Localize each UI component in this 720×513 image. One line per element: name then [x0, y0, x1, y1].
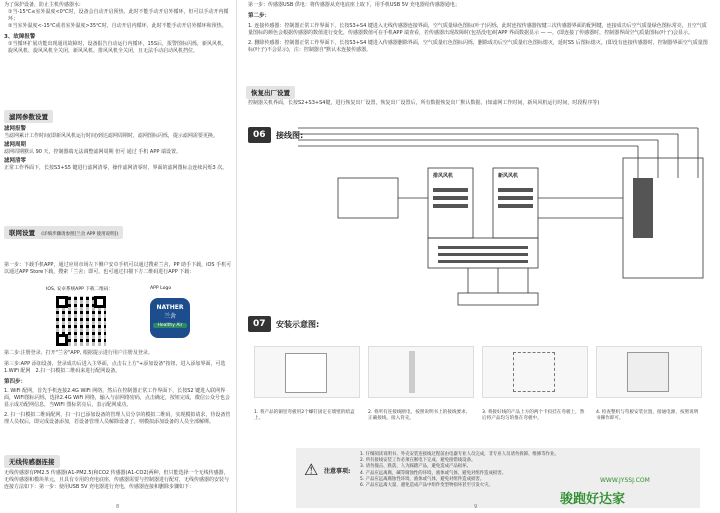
watermark-brand: 骏跑好达家: [560, 492, 626, 507]
filter-clear-title: 滤网清零: [4, 158, 27, 164]
right-page: [238, 0, 720, 513]
step2-text: 第二步:注册登录，打开"兰舍"APP, 根据提示进行用户注册及登录。: [4, 350, 153, 356]
step-07-badge: 07: [248, 316, 271, 332]
precautions-title: 注意事项:: [324, 468, 351, 475]
step4-title: 第四步：: [4, 379, 27, 385]
filter-cycle-text: 滤网周期默认 90 天，控制器端无法调整滤网周期 但可 通过 手机 APP 端设置。: [4, 149, 181, 155]
factory-reset-text: 控制器关机界面，长按S2+S3+S4键，进行恢复出厂设置，恢复出厂设置后，所有数据恢复出厂默认数据。(如滤网工作时间，新风风机运行时间，时段程序等): [248, 100, 600, 106]
install-step-3-image: [482, 346, 588, 398]
fault-alarm-text: ①当循环扩展功能出现通讯故障时，设备报告自动运行内循环，15S后，报警图标闪烁，新风风机、旋风风机、旋风风机全关闭，新风风机、排风风机全关闭，且无法手动启动风机挡位。: [8, 41, 228, 54]
condition-item-2: ②当室外温度<-15℃或者室外温度>35℃时，自动开启内循环，此时不能手动开启外循环和预热。: [8, 23, 227, 29]
network-heading-text: 联网设置: [9, 229, 35, 237]
network-heading-note: (详细步骤请参照[兰舍 APP 使用说明]): [41, 232, 119, 237]
qr-label: IOS, 安卓系统APP 下载二维码：: [46, 287, 113, 292]
network-settings-heading: [4, 226, 123, 239]
exhaust-fan-label: 排风风机: [433, 173, 454, 179]
filter-alarm-text: 当滤网累计工作时间(即新风风机运行时间)到达滤网周期时，滤网图标闪烁，提示滤网需要更换。: [4, 133, 218, 139]
installation-diagram-title: 安装示意图:: [276, 320, 320, 329]
second-step-title: 第二步：: [248, 13, 271, 19]
filter-settings-heading: 滤网参数设置: [4, 110, 53, 123]
fresh-air-fan-label: 新风风机: [498, 173, 519, 179]
wiring-diagram-title: 接线图:: [276, 131, 304, 140]
install-caption-1: 1. 将产品的铜里弯板用2个螺钉固定在墙壁的暗盒上。: [254, 410, 355, 421]
sensor-connection-text: 无线传感器有PM2.5 传感器(A1-PM2.5)和CO2 传感器(A1-CO2)两种，但只能选择一个无线传感器，无线传感器和模块单元，且具有专用的充电底座，传感器需要与控制器进行配对，无线传感器的安装与连接方法如下：第一步：使用USB 5V 充电器进行充电，传感器连接和删除步骤如下：: [4, 470, 230, 490]
precaution-item: 1. 仔细阅读说明书，外壳安装连接线过程前由电器专业人员完成，非专业人员请勿拆卸、维修等作业。: [360, 452, 559, 457]
install-caption-4: 4. 检查整机与弯板安装位置，接通电源，按照说明书操作即可。: [596, 410, 699, 421]
install-step-4-image: [596, 346, 702, 398]
app-logo: [150, 298, 190, 338]
left-page-number: 8: [116, 504, 120, 510]
precautions-list: [360, 452, 559, 489]
precaution-item: 5. 产品应远离腐蚀性环境，液体或气体，避免对组件造成损害。: [360, 476, 485, 482]
install-caption-3: 3. 将接好线的产品上方的两个卡扣挂在弯板上，然后将产品均匀的推在弯板中。: [482, 410, 585, 421]
factory-reset-heading: 恢复出厂设置: [246, 86, 295, 99]
step1-text: 第一步：下载手机APP，通过应用市场左下侧户安卓手机可以通过搜索兰舍，PP 助手下载，iOS 手机可以通过APP Store下载，搜索「兰舍」即可，也可通过扫描下方二维码进行APP 下载：: [4, 262, 232, 275]
logo-cn: 兰舍: [163, 313, 176, 320]
app-download-qr-code[interactable]: [56, 296, 106, 346]
condition-item-1: ①当-15℃≤室外温度<0℃时，设备会自动开启预热，此时不能手动开启外循环，但可以手动开内循环；: [8, 9, 229, 22]
sensor-connection-heading: 无线传感器连接: [4, 455, 60, 468]
precaution-item: 6. 产品应远离大量，避免造成产品中组件变型物损坏甚至引发火灾。: [360, 483, 493, 489]
right-page-number: 9: [474, 504, 478, 510]
wiring-diagram: [298, 118, 708, 318]
delete-sensor-text: 2. 删除传感器：控制器正常工作界面下，长按S3+S4 键进入传感器删除界面，空气质量红色图标闪烁，删除成功后空气质量红色图标熄灭，延时S5 后图标熄灭。(即没有连接传感器时，控制器界面空气质量图标(叶子)不会显示)，注：控制器自"默认未连接传感器。: [248, 40, 708, 53]
warning-icon: ⚠: [304, 460, 319, 479]
filter-alarm-title: 滤网报警: [4, 126, 27, 132]
left-page: [0, 0, 237, 513]
install-step-2-image: [368, 346, 474, 398]
filter-clear-text: 正常工作界面下，长按S3+S5 键进行滤网清零，操作滤网清零时，界面的滤网图标会连续闪烁3 次。: [4, 165, 228, 171]
app-logo-label: APP Logo: [150, 286, 172, 291]
install-step-1-image: [254, 346, 360, 398]
step4-qr-text: 2. 扫一扫模拟二维码配网，扫一扫已添加设备的管理人员分享的模拟二维码，实现模拟请求，待设备管理人员权后，即完成设备添加，若设备管理人员解除设备了，则模拟添加设备的人员全部解绑。: [4, 412, 231, 425]
logo-brand: NATHER: [156, 304, 184, 311]
intro-text: 为了保护设备，防止主机传感器水:: [4, 2, 81, 8]
fault-alarm-title: 3、故障报警: [4, 34, 36, 40]
precaution-item: 2. 所有接线安装工作必须在断电下完成，避免接错线设备。: [360, 458, 476, 464]
step3-text: 第三步:APP 添加设备，登录成功后进入主界面，点击右上方"+添加设备"按钮，进入添加界面，可选 1.WiFi 配网 2.扫一扫模拟二维码来进行配网设备。: [4, 361, 226, 374]
step4-wifi-text: 1. WiFi 配网，首先手机连接2.4G WiFi 网络，然后在控制器正常工作界面下，长按S2 键进入联网界面，WIFI图标闪烁，选择2.4G WiFi 网络，输入与前网络密码，点击确定，按钮完成，微信公众号也会显示成功配网信息，当WIFI 图标常亮后，表示配网成功。: [4, 388, 230, 408]
install-caption-2: 2. 将所有连接线断电，按照说明书上的接线要求，正确接线，接入背壳。: [368, 410, 471, 421]
sensor-power-step: 第一步：传感器USB 供电：将传感器从充电底座上取下，用手机USB 5V 充电器给传感器通电；: [248, 2, 460, 8]
filter-cycle-title: 滤网周期: [4, 142, 27, 148]
precaution-item: 4. 产品应远离腐，碱等腐蚀性的环境，液体或气体，避免对组件造成损害。: [360, 470, 507, 476]
step-06-badge: 06: [248, 127, 271, 143]
watermark-url: WWW.JYSSJ.COM: [600, 477, 650, 484]
precaution-item: 3. 请勿撞击、跌落，人为踩踏产品，避免造成产品损坏。: [360, 464, 471, 470]
connect-sensor-text: 1. 连接传感器：控制器正常工作界面下，长按S3+S4 键进入无线传感器连接界面，空气质量绿色图标(叶子)闪烁，此时连按传感器按键三次传感器界面的配网键，连接成功后空气质量绿色图标常亮，且空气质量图标的颜色会根据传感器的数值进行变化，传感器数值可在手机APP 端查看，若传感器出现故障时(包括没电)时APP 界面数据显示 — —，(即连接了传感器时，控制器界面空气质量图标(叶子)会显示。: [248, 23, 707, 36]
logo-sub: Healthy Air: [153, 323, 187, 328]
